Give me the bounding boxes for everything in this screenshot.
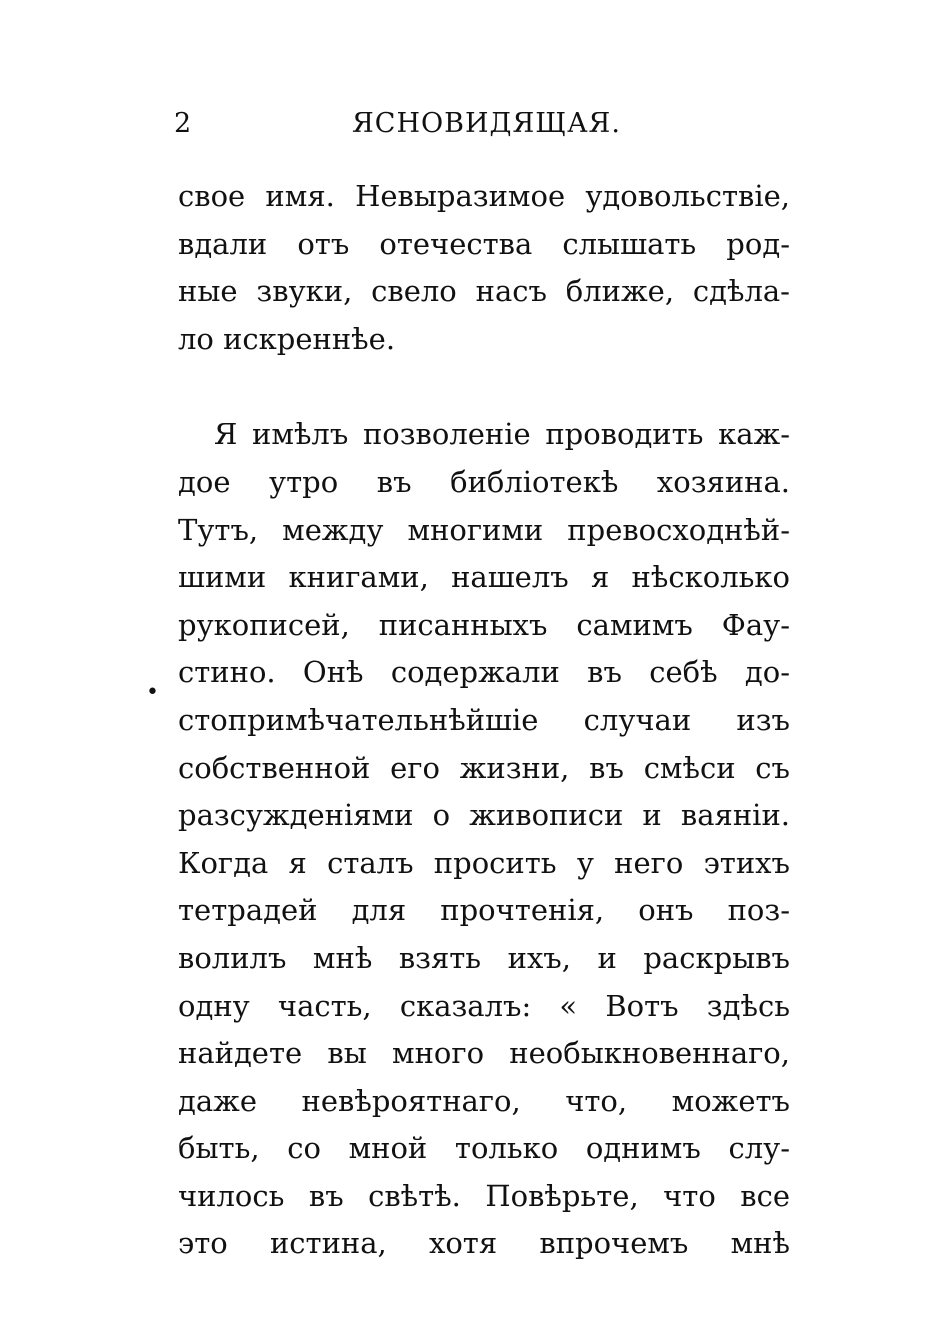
- margin-mark: •: [146, 680, 159, 705]
- text-line: одну часть, сказалъ: « Вотъ здѣсь: [178, 988, 790, 1023]
- text-line: волилъ мнѣ взять ихъ, и раскрывъ: [178, 940, 790, 975]
- text-line: Я имѣлъ позволеніе проводить каж-: [214, 417, 790, 452]
- page-number: 2: [174, 108, 193, 139]
- text-line: найдете вы много необыкновеннаго,: [178, 1036, 790, 1071]
- text-line: чилось въ свѣтѣ. Повѣрьте, что все: [178, 1178, 790, 1213]
- text-line: тетрадей для прочтенія, онъ поз-: [178, 893, 790, 928]
- running-head: [172, 108, 792, 148]
- text-line: стино. Онѣ содержали въ себѣ до-: [178, 655, 790, 690]
- text-line: это истина, хотя впрочемъ мнѣ: [178, 1226, 790, 1261]
- text-line: собственной его жизни, въ смѣси съ: [178, 750, 790, 785]
- paragraph-1: [178, 173, 790, 363]
- text-line: свое имя. Невыразимое удовольствіе,: [178, 179, 790, 213]
- paragraph-2: [178, 411, 790, 1268]
- text-line: ные звуки, свело насъ ближе, сдѣла-: [178, 274, 790, 309]
- text-line: вдали отъ отечества слышать род-: [178, 226, 790, 261]
- text-line: быть, со мной только однимъ слу-: [178, 1131, 790, 1166]
- text-line: дое утро въ библіотекѣ хозяина.: [178, 464, 790, 499]
- text-line: шими книгами, нашелъ я нѣсколько: [178, 560, 790, 595]
- text-line: даже невѣроятнаго, что, можетъ: [178, 1083, 790, 1118]
- text-line: стопримѣчательнѣйшіе случаи изъ: [178, 702, 790, 737]
- body-text: [178, 173, 790, 1268]
- text-line: Тутъ, между многими превосходнѣй-: [178, 512, 790, 547]
- text-line: рукописей, писанныхъ самимъ Фау-: [178, 607, 790, 642]
- text-line: разсужденіями о живописи и ваяніи.: [178, 798, 790, 833]
- running-title: ЯСНОВИДЯЩАЯ.: [352, 108, 621, 139]
- text-line: ло искреннѣе.: [178, 321, 396, 356]
- text-line: Когда я сталъ просить у него этихъ: [178, 845, 790, 880]
- paragraph-gap: [178, 363, 790, 411]
